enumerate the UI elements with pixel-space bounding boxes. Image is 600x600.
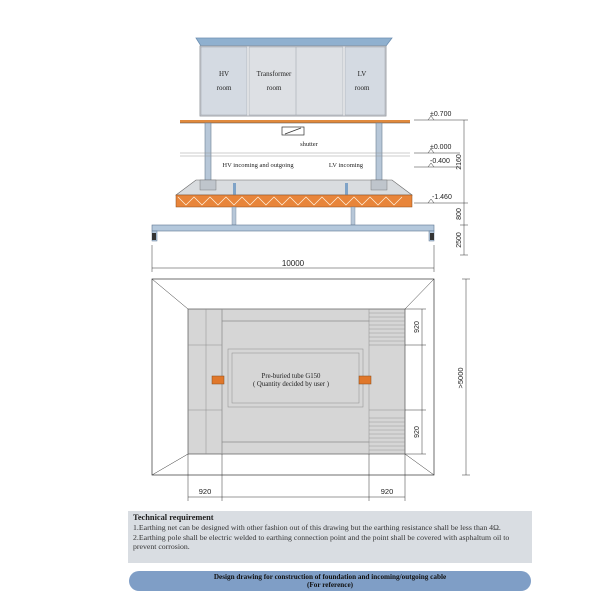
technical-requirement-box <box>128 511 532 563</box>
drawing-subtitle: (For reference) <box>306 581 354 590</box>
level-minus1460: -1.460 <box>432 194 452 201</box>
top-surface <box>180 120 410 123</box>
tube-label-1: Pre-buried tube G150 <box>261 373 321 380</box>
transformer-room-label-1: Transformer <box>256 70 292 78</box>
drawing-title-bar <box>129 571 531 591</box>
hv-room-panel <box>201 47 247 115</box>
transformer-room-label-2: room <box>266 84 282 92</box>
dim-920-right: 920 <box>380 487 394 496</box>
plan-view <box>152 279 470 501</box>
lv-room-panel <box>345 47 385 115</box>
left-pier <box>205 123 211 181</box>
dim-800: 800 <box>456 208 463 220</box>
shutter-label: shutter <box>300 141 318 148</box>
base-slab <box>152 225 434 231</box>
technical-item-2: 2.Earthing pole shall be electric welded to earthing connection point and the point shall be covered with asphaltum oil to prevent corrosion. <box>133 532 510 551</box>
hv-room-label-2: room <box>216 84 232 92</box>
elevation-view <box>152 38 468 272</box>
dim-10000: 10000 <box>281 259 305 268</box>
technical-requirement-title: Technical requirement <box>133 513 214 522</box>
technical-item-1: 1.Earthing net can be designed with other fashion out of this drawing but the earthing resistance shall be less than 4Ω. <box>133 523 501 532</box>
drawing-title: Design drawing for construction of foundation and incoming/outgoing cable <box>213 573 447 581</box>
tube-left <box>212 376 224 384</box>
dim-920-top: 920 <box>414 321 421 333</box>
hv-incoming-label: HV incoming and outgoing <box>222 162 294 169</box>
lv-room-label-2: room <box>354 84 370 92</box>
level-0000: ±0.000 <box>430 144 452 151</box>
dim-2500: 2500 <box>456 232 463 248</box>
dim-5000: >5000 <box>456 367 465 389</box>
roof <box>196 38 392 46</box>
level-minus0400: -0.400 <box>430 158 450 165</box>
dim-920-left: 920 <box>198 487 212 496</box>
tube-right <box>359 376 371 384</box>
level-0700: ±0.700 <box>430 111 452 118</box>
dim-920-bottom: 920 <box>414 426 421 438</box>
lv-room-label-1: LV <box>357 70 367 78</box>
right-pier <box>376 123 382 181</box>
tube-label-2: ( Quantity decided by user ) <box>252 381 330 388</box>
dim-2160: 2160 <box>456 154 463 170</box>
lv-incoming-label: LV incoming <box>328 162 364 169</box>
hv-room-label-1: HV <box>218 70 230 78</box>
